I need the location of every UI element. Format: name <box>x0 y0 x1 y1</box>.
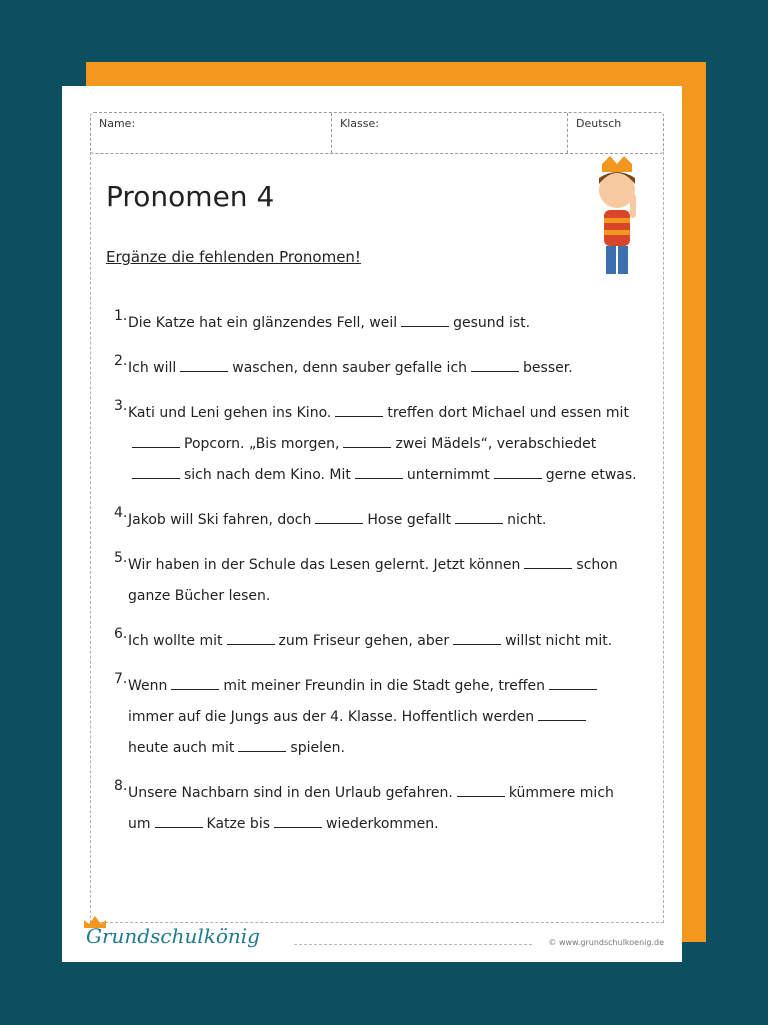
exercise-number: 7. <box>114 671 128 687</box>
answer-blank[interactable] <box>132 435 180 448</box>
exercise-text: Kati und Leni gehen ins Kino. <box>128 405 332 421</box>
exercise-text: gesund ist. <box>453 315 531 331</box>
exercise-text: Katze bis <box>206 816 271 832</box>
exercise-text: willst nicht mit. <box>505 633 613 649</box>
exercise-item <box>114 353 634 384</box>
worksheet <box>62 86 682 962</box>
answer-blank[interactable] <box>401 314 449 327</box>
exercise-text: immer auf die Jungs aus der 4. Klasse. Hoffentlich werden <box>128 709 535 725</box>
exercise-line <box>128 308 634 339</box>
exercise-item <box>114 550 634 612</box>
exercise-line <box>128 550 634 581</box>
exercise-line <box>128 671 634 702</box>
answer-blank[interactable] <box>471 359 519 372</box>
class-field[interactable] <box>331 113 567 153</box>
answer-blank[interactable] <box>455 511 503 524</box>
answer-blank[interactable] <box>315 511 363 524</box>
exercise-text: Ich will <box>128 360 177 376</box>
exercise-line <box>128 429 634 460</box>
exercise-number: 2. <box>114 353 128 369</box>
exercise-line <box>128 581 634 612</box>
exercise-text: unternimmt <box>406 467 490 483</box>
exercise-number: 6. <box>114 626 128 642</box>
answer-blank[interactable] <box>227 632 275 645</box>
exercise-line <box>128 733 634 764</box>
exercise-number: 1. <box>114 308 128 324</box>
exercise-text: um <box>128 816 151 832</box>
exercise-text: schon <box>576 557 618 573</box>
answer-blank[interactable] <box>171 677 219 690</box>
exercise-number: 4. <box>114 505 128 521</box>
exercise-line <box>128 626 634 657</box>
exercise-text: Ich wollte mit <box>128 633 223 649</box>
exercise-line <box>128 702 634 733</box>
exercise-text: Jakob will Ski fahren, doch <box>128 512 312 528</box>
exercise-item <box>114 778 634 840</box>
exercise-line <box>128 778 634 809</box>
exercise-number: 8. <box>114 778 128 794</box>
exercise-text: Wir haben in der Schule das Lesen gelernt. Jetzt können <box>128 557 521 573</box>
exercise-text: kümmere mich <box>508 785 614 801</box>
name-label: Name: <box>99 117 136 130</box>
exercise-item <box>114 626 634 657</box>
answer-blank[interactable] <box>155 815 203 828</box>
exercise-item <box>114 505 634 536</box>
exercise-line <box>128 398 634 429</box>
name-field[interactable] <box>91 113 331 153</box>
exercise-text: treffen dort Michael und essen mit <box>387 405 629 421</box>
exercise-text: Wenn <box>128 678 168 694</box>
answer-blank[interactable] <box>132 466 180 479</box>
exercise-number: 5. <box>114 550 128 566</box>
answer-blank[interactable] <box>355 466 403 479</box>
right-leg <box>618 246 628 274</box>
exercise-item <box>114 308 634 339</box>
exercise-list <box>114 308 637 854</box>
exercise-text: Unsere Nachbarn sind in den Urlaub gefahren. <box>128 785 453 801</box>
left-leg <box>606 246 616 274</box>
crown-icon <box>602 156 632 172</box>
boy-mascot-icon <box>582 154 652 284</box>
answer-blank[interactable] <box>549 677 597 690</box>
exercise-item <box>114 671 634 764</box>
exercise-line <box>128 460 637 491</box>
subject-field <box>567 113 663 153</box>
exercise-text: zum Friseur gehen, aber <box>278 633 450 649</box>
answer-blank[interactable] <box>453 632 501 645</box>
exercise-line <box>128 353 634 384</box>
exercise-text: sich nach dem Kino. Mit <box>184 467 351 483</box>
answer-blank[interactable] <box>335 404 383 417</box>
answer-blank[interactable] <box>457 784 505 797</box>
exercise-text: spielen. <box>290 740 345 756</box>
answer-blank[interactable] <box>343 435 391 448</box>
instruction-text: Ergänze die fehlenden Pronomen! <box>106 248 361 266</box>
page-title: Pronomen 4 <box>106 180 275 213</box>
shirt <box>604 210 630 246</box>
footer-url: © www.grundschulkoenig.de <box>548 938 664 947</box>
brand-logo: Grundschulkönig <box>86 924 260 948</box>
raised-arm <box>630 194 636 218</box>
exercise-text: Die Katze hat ein glänzendes Fell, weil <box>128 315 398 331</box>
answer-blank[interactable] <box>274 815 322 828</box>
exercise-text: nicht. <box>507 512 547 528</box>
exercise-text: zwei Mädels“, verabschiedet <box>395 436 597 452</box>
class-label: Klasse: <box>340 117 379 130</box>
answer-blank[interactable] <box>238 739 286 752</box>
exercise-number: 3. <box>114 398 128 414</box>
exercise-text: besser. <box>523 360 573 376</box>
answer-blank[interactable] <box>494 466 542 479</box>
answer-blank[interactable] <box>538 708 586 721</box>
answer-blank[interactable] <box>524 556 572 569</box>
answer-blank[interactable] <box>180 359 228 372</box>
exercise-text: Hose gefallt <box>367 512 452 528</box>
exercise-line <box>128 505 634 536</box>
exercise-text: ganze Bücher lesen. <box>128 588 271 604</box>
exercise-text: wiederkommen. <box>326 816 439 832</box>
header-fields <box>90 112 664 154</box>
exercise-text: Popcorn. „Bis morgen, <box>184 436 340 452</box>
exercise-text: heute auch mit <box>128 740 235 756</box>
subject-label: Deutsch <box>576 117 622 130</box>
exercise-line <box>128 809 634 840</box>
exercise-text: mit meiner Freundin in die Stadt gehe, treffen <box>223 678 546 694</box>
exercise-text: gerne etwas. <box>545 467 637 483</box>
exercise-item <box>114 398 637 491</box>
exercise-text: waschen, denn sauber gefalle ich <box>232 360 468 376</box>
footer-divider <box>294 944 532 945</box>
